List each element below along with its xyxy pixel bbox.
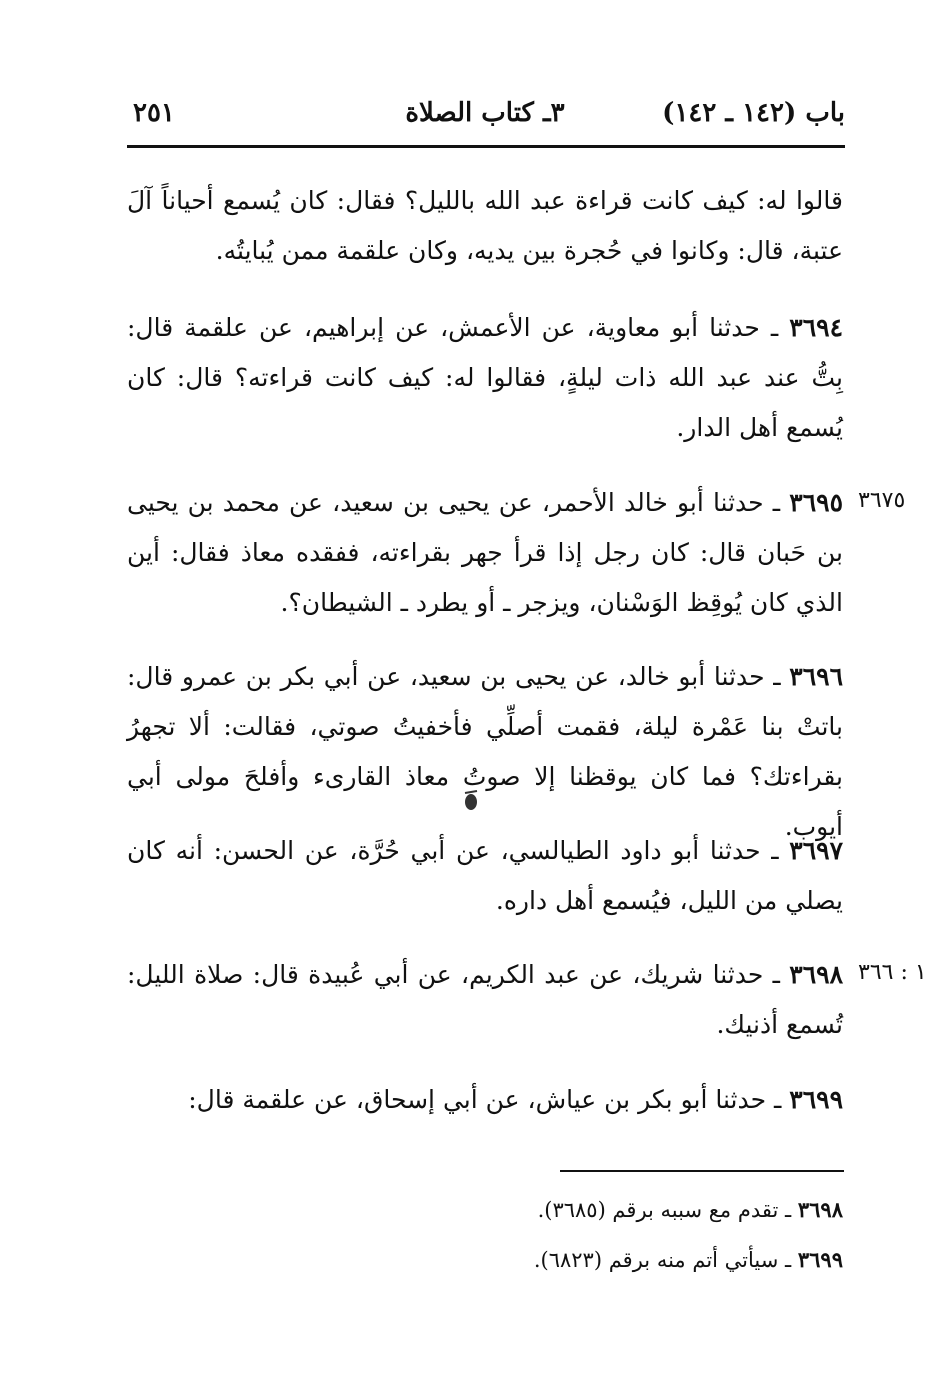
book-title: ٣ـ كتاب الصلاة	[405, 98, 565, 128]
hadith-3694	[127, 303, 843, 453]
hadith-number: ٣٦٩٤	[789, 313, 843, 342]
hadith-number: ٣٦٩٧	[789, 836, 843, 865]
paragraph-continuation	[127, 176, 843, 276]
footnote-rule	[560, 1170, 844, 1172]
page-header	[125, 92, 845, 136]
paragraph-text: قالوا له: كيف كانت قراءة عبد الله بالليل؟ فقال: كان يُسمع أحياناً آلَ عتبة، قال: وكانوا في حُجرة بين يديه، وكان علقمة ممن يُبايتُه.	[127, 186, 843, 265]
chapter-title: باب (١٤٢ ـ ١٤٢)	[662, 98, 845, 128]
hadith-number: ٣٦٩٦	[789, 662, 843, 691]
hadith-3698	[127, 950, 843, 1050]
margin-reference: ١ : ٣٦٦	[858, 960, 927, 985]
hadith-3699	[127, 1075, 843, 1125]
page-number: ٢٥١	[133, 98, 175, 128]
hadith-text: ـ حدثنا أبو معاوية، عن الأعمش، عن إبراهيم، عن علقمة قال: بِتُّ عند عبد الله ذات ليلةٍ، فقالوا له: كيف كانت قراءته؟ قال: كان يُسمع أهل الدار.	[127, 313, 843, 442]
hadith-3695	[127, 478, 843, 628]
hadith-text: ـ حدثنا أبو خالد الأحمر، عن يحيى بن سعيد، عن محمد بن يحيى بن حَبان قال: كان رجل إذا قرأ جهر بقراءته، ففقده معاذ فقال: أين الذي كان يُوقِظ الوَسْنان، ويزجر ـ أو يطرد ـ الشيطان؟.	[127, 488, 843, 617]
hadith-text: ـ حدثنا شريك، عن عبد الكريم، عن أبي عُبيدة قال: صلاة الليل: تُسمع أذنيك.	[127, 960, 843, 1039]
hadith-3696	[127, 652, 843, 852]
footnote-number: ٣٦٩٨	[797, 1197, 843, 1222]
hadith-number: ٣٦٩٨	[789, 960, 843, 989]
hadith-text: ـ حدثنا أبو داود الطيالسي، عن أبي حُرَّة، عن الحسن: أنه كان يصلي من الليل، فيُسمع أهل داره.	[127, 836, 843, 915]
hadith-text: ـ حدثنا أبو بكر بن عياش، عن أبي إسحاق، عن علقمة قال:	[188, 1085, 782, 1114]
footnote-3698	[538, 1197, 843, 1222]
footnote-text: ـ سيأتي أتم منه برقم (٦٨٢٣).	[533, 1248, 792, 1272]
footnote-3699	[534, 1247, 843, 1272]
footnote-text: ـ تقدم مع سببه برقم (٣٦٨٥).	[537, 1198, 792, 1222]
hadith-3697	[127, 826, 843, 926]
ink-blot-mark	[460, 790, 482, 812]
footnote-number: ٣٦٩٩	[797, 1247, 843, 1272]
margin-reference: ٣٦٧٥	[858, 488, 906, 513]
header-rule	[127, 145, 845, 148]
hadith-number: ٣٦٩٩	[789, 1085, 843, 1114]
hadith-text: ـ حدثنا أبو خالد، عن يحيى بن سعيد، عن أبي بكر بن عمرو قال: باتتْ بنا عَمْرة ليلة، فقمت أصلِّي فأخفيتُ صوتي، فقالت: ألا تجهرُ بقراءتك؟ فما كان يوقظنا إلا صوتُ معاذ القارىء وأفلحَ مولى أبي أيوب.	[127, 662, 843, 841]
hadith-number: ٣٦٩٥	[789, 488, 843, 517]
